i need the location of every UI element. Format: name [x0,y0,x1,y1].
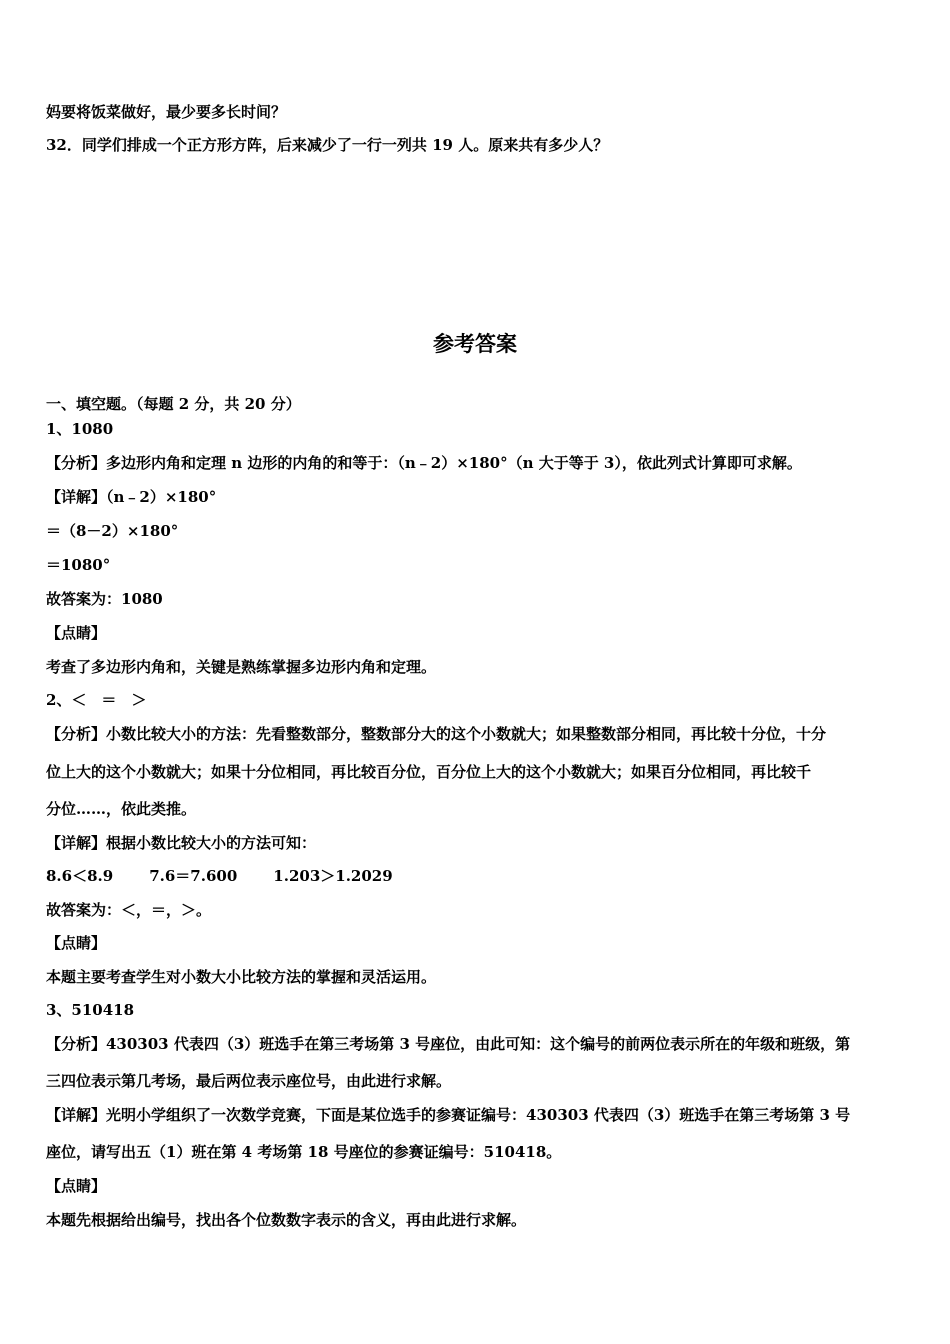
answer-3-head: 3、510418 [46,1001,135,1019]
answer-2-examples [46,866,393,886]
answer-3-analysis-line1: 【分析】430303 代表四（3）班选手在第三考场第 3 号座位，由此可知：这个编号的前两位表示所在的年级和班级，第 [46,1035,851,1053]
answer-3-detail-line2: 座位，请写出五（1）班在第 4 考场第 18 号座位的参赛证编号：510418。 [46,1143,562,1161]
answer-1-head: 1、1080 [46,420,114,438]
answer-1-analysis: 【分析】多边形内角和定理 n 边形的内角的和等于：（n﹣2）×180°（n 大于等于 3），依此列式计算即可求解。 [46,454,802,472]
answer-3-analysis-line2: 三四位表示第几考场，最后两位表示座位号，由此进行求解。 [46,1072,452,1090]
answer-1-step2: ＝1080° [46,556,111,574]
section-header: 一、填空题。（每题 2 分，共 20 分） [46,395,301,413]
answer-2-detail: 【详解】根据小数比较大小的方法可知： [46,834,317,852]
example-2: 7.6＝7.600 [149,867,238,885]
question-tail-line: 妈要将饭菜做好，最少要多长时间？ [46,103,287,121]
answer-1-comment: 考查了多边形内角和，关键是熟练掌握多边形内角和定理。 [46,658,437,676]
answer-2-comment-label: 【点睛】 [46,934,107,952]
answer-2-analysis-line3: 分位……，依此类推。 [46,800,197,818]
answers-title: 参考答案 [433,331,517,356]
answer-1-step1: ＝（8－2）×180° [46,522,179,540]
answer-2-result: 故答案为：＜，＝，＞。 [46,901,212,919]
answer-3-comment-label: 【点睛】 [46,1177,107,1195]
answer-3-comment: 本题先根据给出编号，找出各个位数数字表示的含义，再由此进行求解。 [46,1211,527,1229]
example-3: 1.203＞1.2029 [273,867,393,885]
answer-2-analysis-line2: 位上大的这个小数就大；如果十分位相同，再比较百分位，百分位上大的这个小数就大；如果百分位相同，再比较千 [46,763,812,781]
answer-2-analysis-line1: 【分析】小数比较大小的方法：先看整数部分，整数部分大的这个小数就大；如果整数部分相同，再比较十分位，十分 [46,725,827,743]
answer-1-detail: 【详解】（n﹣2）×180° [46,488,217,506]
question-32: 32．同学们排成一个正方形方阵，后来减少了一行一列共 19 人。原来共有多少人？ [46,136,609,154]
answer-1-result: 故答案为：1080 [46,590,163,608]
answer-2-comment: 本题主要考查学生对小数大小比较方法的掌握和灵活运用。 [46,968,437,986]
example-1: 8.6＜8.9 [46,867,114,885]
answer-1-comment-label: 【点睛】 [46,624,107,642]
answer-3-detail-line1: 【详解】光明小学组织了一次数学竞赛，下面是某位选手的参赛证编号：430303 代表四（3）班选手在第三考场第 3 号 [46,1106,851,1124]
answer-2-head: 2、＜ ＝ ＞ [46,691,147,709]
